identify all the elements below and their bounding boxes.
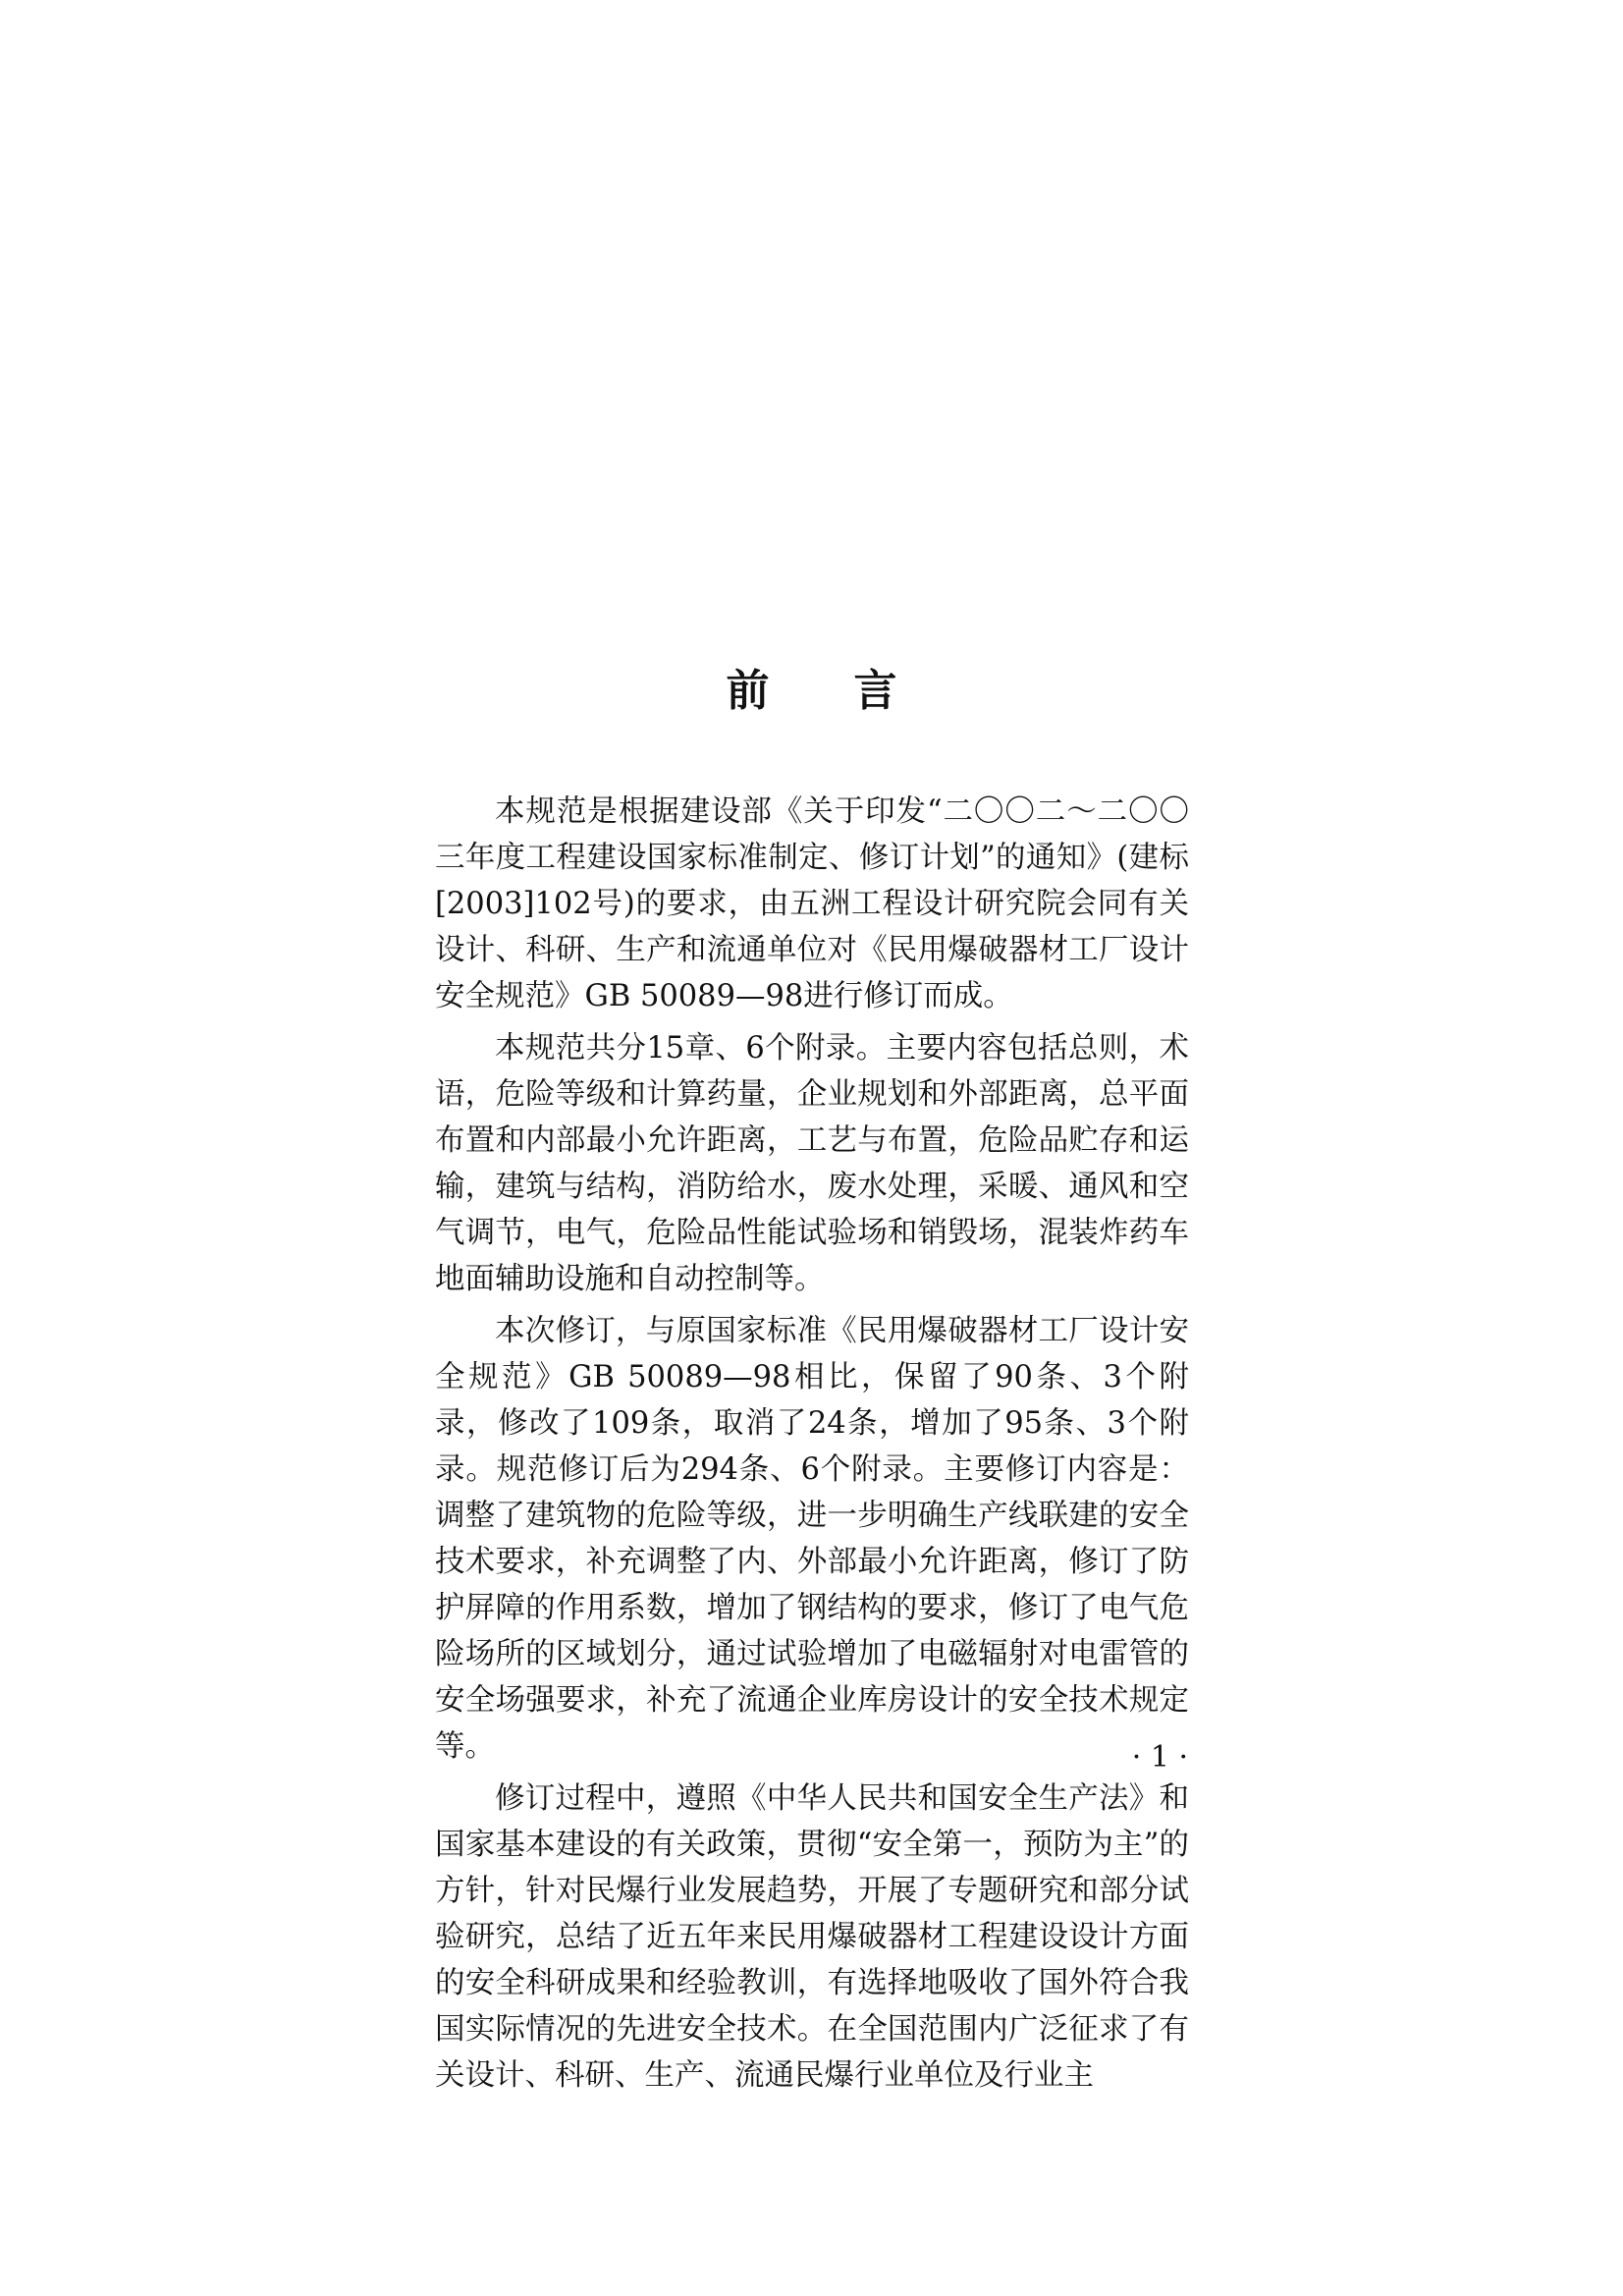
paragraph-4: 修订过程中，遵照《中华人民共和国安全生产法》和国家基本建设的有关政策，贯彻“安全第一，预防为主”的方针，针对民爆行业发展趋势，开展了专题研究和部分试验研究，总结了近五年来民用爆破器材工程建设设计方面的安全科研成果和经验教训，有选择地吸收了国外符合我国实际情况的先进安全技术。在全国范围内广泛征求了有关设计、科研、生产、流通民爆行业单位及行业主 bbox=[435, 1781, 1189, 2093]
paragraph-2: 本规范共分15章、6个附录。主要内容包括总则，术语，危险等级和计算药量，企业规划和外部距离，总平面布置和内部最小允许距离，工艺与布置，危险品贮存和运输，建筑与结构，消防给水，废水处理，采暖、通风和空气调节，电气，危险品性能试验场和销毁场，混装炸药车地面辅助设施和自动控制等。 bbox=[435, 1031, 1189, 1296]
title-char-2: 言 bbox=[853, 666, 897, 716]
title-char-1: 前 bbox=[726, 666, 770, 716]
body-text bbox=[435, 789, 1189, 2105]
paragraph-3: 本次修订，与原国家标准《民用爆破器材工厂设计安全规范》GB 50089—98相比，保留了90条、3个附录，修改了109条，取消了24条，增加了95条、3个附录。规范修订后为294条、6个附录。主要修订内容是：调整了建筑物的危险等级，进一步明确生产线联建的安全技术要求，补充调整了内、外部最小允许距离，修订了防护屏障的作用系数，增加了钢结构的要求，修订了电气危险场所的区域划分，通过试验增加了电磁辐射对电雷管的安全场强要求，补充了流通企业库房设计的安全技术规定等。 bbox=[435, 1314, 1189, 1764]
page-title bbox=[0, 664, 1623, 719]
page-number: · 1 · bbox=[1131, 1740, 1188, 1775]
paragraph-1: 本规范是根据建设部《关于印发“二〇〇二～二〇〇三年度工程建设国家标准制定、修订计划”的通知》(建标[2003]102号)的要求，由五洲工程设计研究院会同有关设计、科研、生产和流通单位对《民用爆破器材工厂设计安全规范》GB 50089—98进行修订而成。 bbox=[435, 794, 1189, 1013]
